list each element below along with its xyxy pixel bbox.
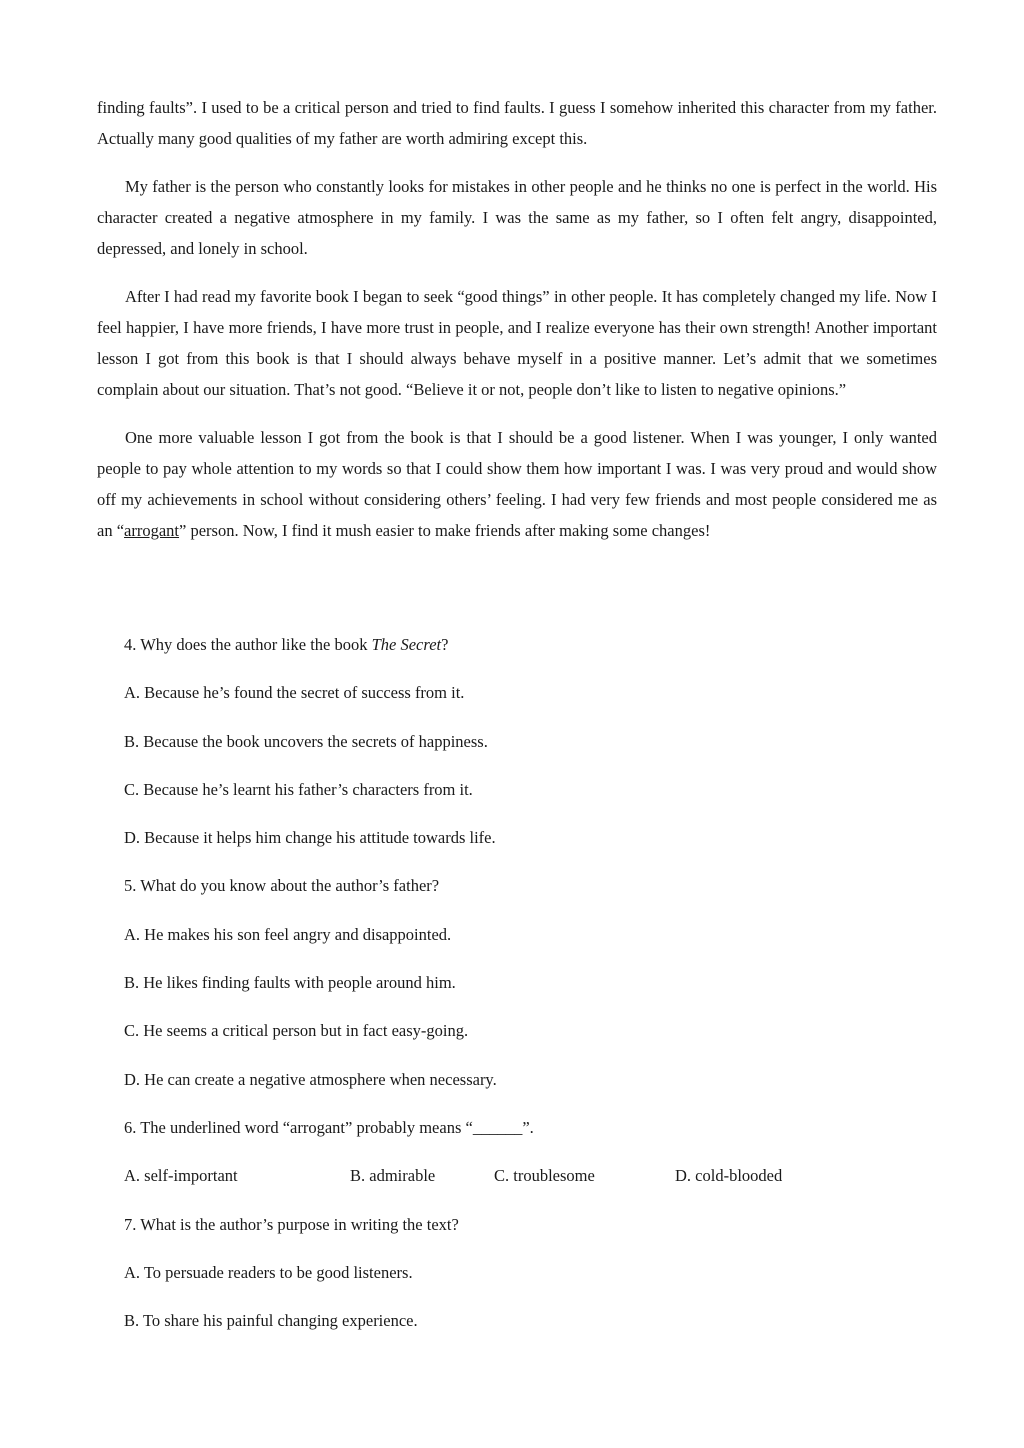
question-5-option-c: C. He seems a critical person but in fact easy-going. xyxy=(124,1021,469,1041)
question-6-stem: 6. The underlined word “arrogant” probably means “______”. xyxy=(124,1117,534,1137)
question-6-option-a: A. self-important xyxy=(124,1166,238,1186)
passage-paragraph-1: finding faults”. I used to be a critical person and tried to find faults. I guess I somehow inherited this character from my father. Actually many good qualities of my father are worth admiring except this. xyxy=(97,98,937,148)
questions xyxy=(124,629,924,1353)
question-6-option-b: B. admirable xyxy=(350,1166,436,1186)
paragraph-4-text-before: One more valuable lesson I got from the book is that I should be a good listener. When I was younger, I only wanted people to pay whole attention to my words so that I could show them how important I was. I was very proud and would show off my achievements in school without considering others’ feeling. I had very few friends and most people considered me as an “ xyxy=(97,428,937,540)
question-5-option-d: D. He can create a negative atmosphere when necessary. xyxy=(124,1069,497,1089)
question-4-stem-text: 4. Why does the author like the book xyxy=(124,635,372,654)
question-5-option-a: A. He makes his son feel angry and disappointed. xyxy=(124,924,452,944)
question-7-option-a: A. To persuade readers to be good listeners. xyxy=(124,1262,413,1282)
passage-paragraph-3: After I had read my favorite book I began to seek “good things” in other people. It has completely changed my life. Now I feel happier, I have more friends, I have more trust in people, and I realize everyone has their own strength! Another important lesson I got from this book is that I should always behave myself in a positive manner. Let’s admit that we sometimes complain about our situation. That’s not good. “Believe it or not, people don’t like to listen to negative opinions.” xyxy=(97,287,937,399)
passage xyxy=(97,92,937,563)
passage-paragraph-4 xyxy=(97,422,937,546)
question-7-stem: 7. What is the author’s purpose in writing the text? xyxy=(124,1214,459,1234)
underlined-word-arrogant: arrogant xyxy=(124,521,180,540)
question-4-option-d: D. Because it helps him change his attitude towards life. xyxy=(124,828,496,848)
question-5-option-b: B. He likes finding faults with people around him. xyxy=(124,973,456,993)
question-5-stem: 5. What do you know about the author’s father? xyxy=(124,876,440,896)
question-4-option-a: A. Because he’s found the secret of success from it. xyxy=(124,683,465,703)
question-4-stem-end: ? xyxy=(441,635,449,654)
question-4-stem xyxy=(124,629,924,677)
question-6-option-c: C. troublesome xyxy=(494,1166,595,1186)
book-title: The Secret xyxy=(371,635,442,654)
question-4-option-c: C. Because he’s learnt his father’s characters from it. xyxy=(124,779,473,799)
question-7-option-b: B. To share his painful changing experience. xyxy=(124,1311,418,1331)
passage-paragraph-2: My father is the person who constantly looks for mistakes in other people and he thinks no one is perfect in the world. His character created a negative atmosphere in my family. I was the same as my father, so I often felt angry, disappointed, depressed, and lonely in school. xyxy=(97,177,937,258)
paragraph-4-text-after: ” person. Now, I find it mush easier to make friends after making some changes! xyxy=(179,521,711,540)
question-6-option-d: D. cold-blooded xyxy=(675,1166,783,1186)
question-6-options xyxy=(124,1160,924,1208)
question-4-option-b: B. Because the book uncovers the secrets of happiness. xyxy=(124,731,488,751)
